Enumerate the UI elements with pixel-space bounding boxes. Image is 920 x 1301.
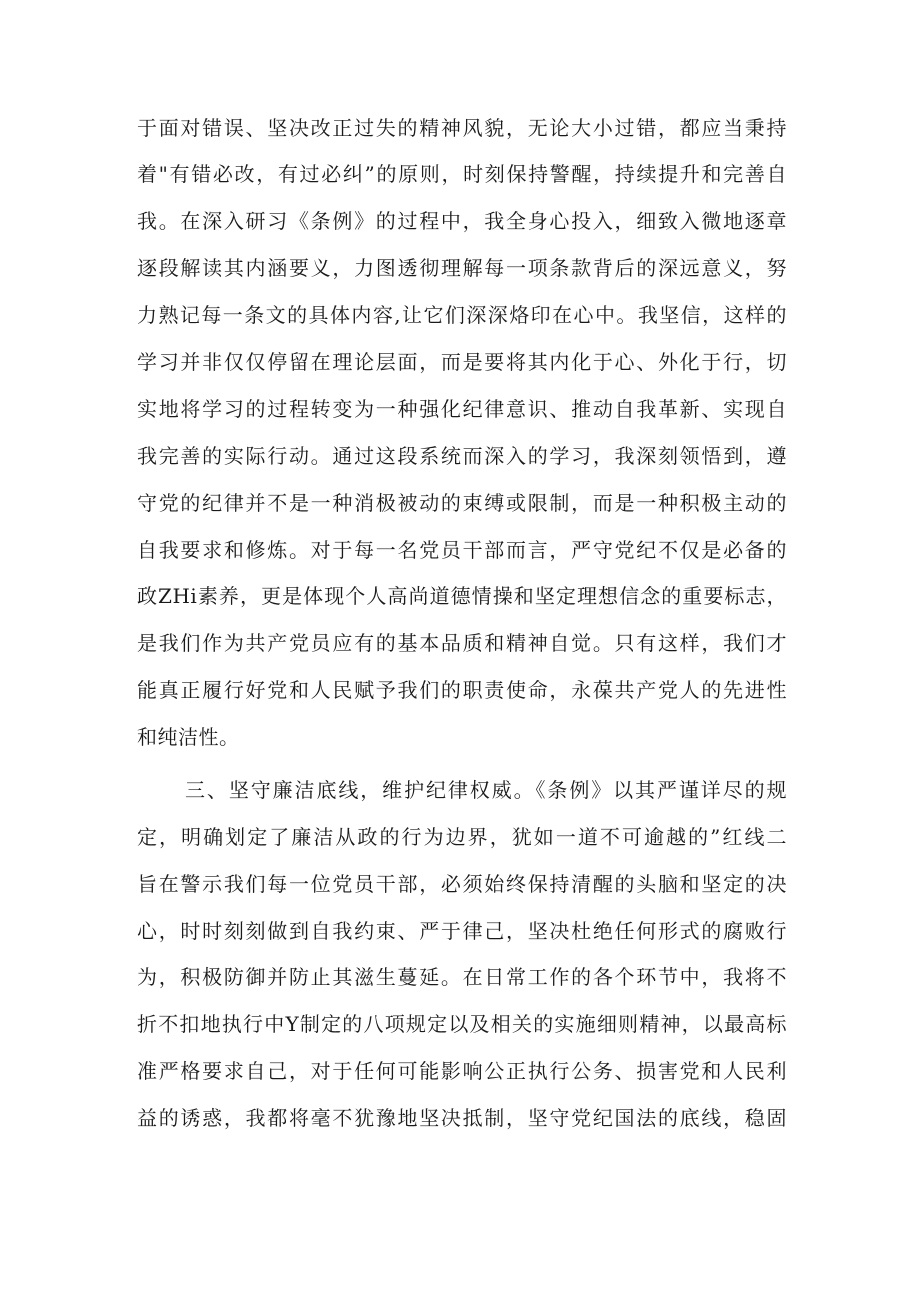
paragraph-2-line-6: 折不扣地执行中Y制定的八项规定以及相关的实施细则精神，以最高标 [137, 1012, 787, 1036]
paragraph-1-line-4: 逐段解读其内涵要义，力图透彻理解每一项条款背后的深远意义，努 [137, 256, 787, 280]
paragraph-1-line-12: 是我们作为共产党员应有的基本品质和精神自觉。只有这样，我们才 [137, 631, 787, 655]
paragraph-1-line-9: 守党的纪律并不是一种消极被动的束缚或限制，而是一种积极主动的 [137, 491, 787, 515]
paragraph-1-line-3: 我。在深入研习《条例》的过程中，我全身心投入，细致入微地逐章 [137, 209, 787, 233]
paragraph-2-line-3: 旨在警示我们每一位党员干部，必须始终保持清醒的头脑和坚定的决 [137, 872, 787, 896]
paragraph-2-line-7: 准严格要求自己，对于任何可能影响公正执行公务、损害党和人民利 [137, 1059, 787, 1083]
paragraph-1-line-2: 着"有错必改，有过必纠”的原则，时刻保持警醒，持续提升和完善自 [137, 162, 787, 186]
paragraph-2-line-8: 益的诱惑，我都将毫不犹豫地坚决抵制，坚守党纪国法的底线，稳固 [137, 1106, 787, 1130]
paragraph-2-line-2: 定，明确划定了廉洁从政的行为边界，犹如一道不可逾越的”红线二 [137, 825, 787, 849]
paragraph-1-line-10: 自我要求和修炼。对于每一名党员干部而言，严守党纪不仅是必备的 [137, 538, 787, 562]
paragraph-2-line-5: 为，积极防御并防止其滋生蔓延。在日常工作的各个环节中，我将不 [137, 965, 787, 989]
paragraph-2-line-4: 心，时时刻刻做到自我约束、严于律己，坚决杜绝任何形式的腐败行 [137, 919, 787, 943]
paragraph-1-line-13: 能真正履行好党和人民赋予我们的职责使命，永葆共产党人的先进性 [137, 678, 787, 702]
paragraph-1-line-8: 我完善的实际行动。通过这段系统而深入的学习，我深刻领悟到，遵 [137, 444, 787, 468]
paragraph-2-line-1: 三、坚守廉洁底线，维护纪律权威。《条例》以其严谨详尽的规 [185, 778, 787, 802]
paragraph-1-line-11: 政ZHi素养，更是体现个人高尚道德情操和坚定理想信念的重要标志， [137, 584, 787, 608]
paragraph-1-line-14: 和纯洁性。 [137, 725, 240, 749]
paragraph-1-line-6: 学习并非仅仅停留在理论层面，而是要将其内化于心、外化于行，切 [137, 350, 787, 374]
paragraph-1-line-1: 于面对错误、坚决改正过失的精神风貌，无论大小过错，都应当秉持 [137, 116, 787, 140]
paragraph-1-line-7: 实地将学习的过程转变为一种强化纪律意识、推动自我革新、实现自 [137, 397, 787, 421]
paragraph-1-line-5: 力熟记每一条文的具体内容,让它们深深烙印在心中。我坚信，这样的 [137, 303, 787, 327]
